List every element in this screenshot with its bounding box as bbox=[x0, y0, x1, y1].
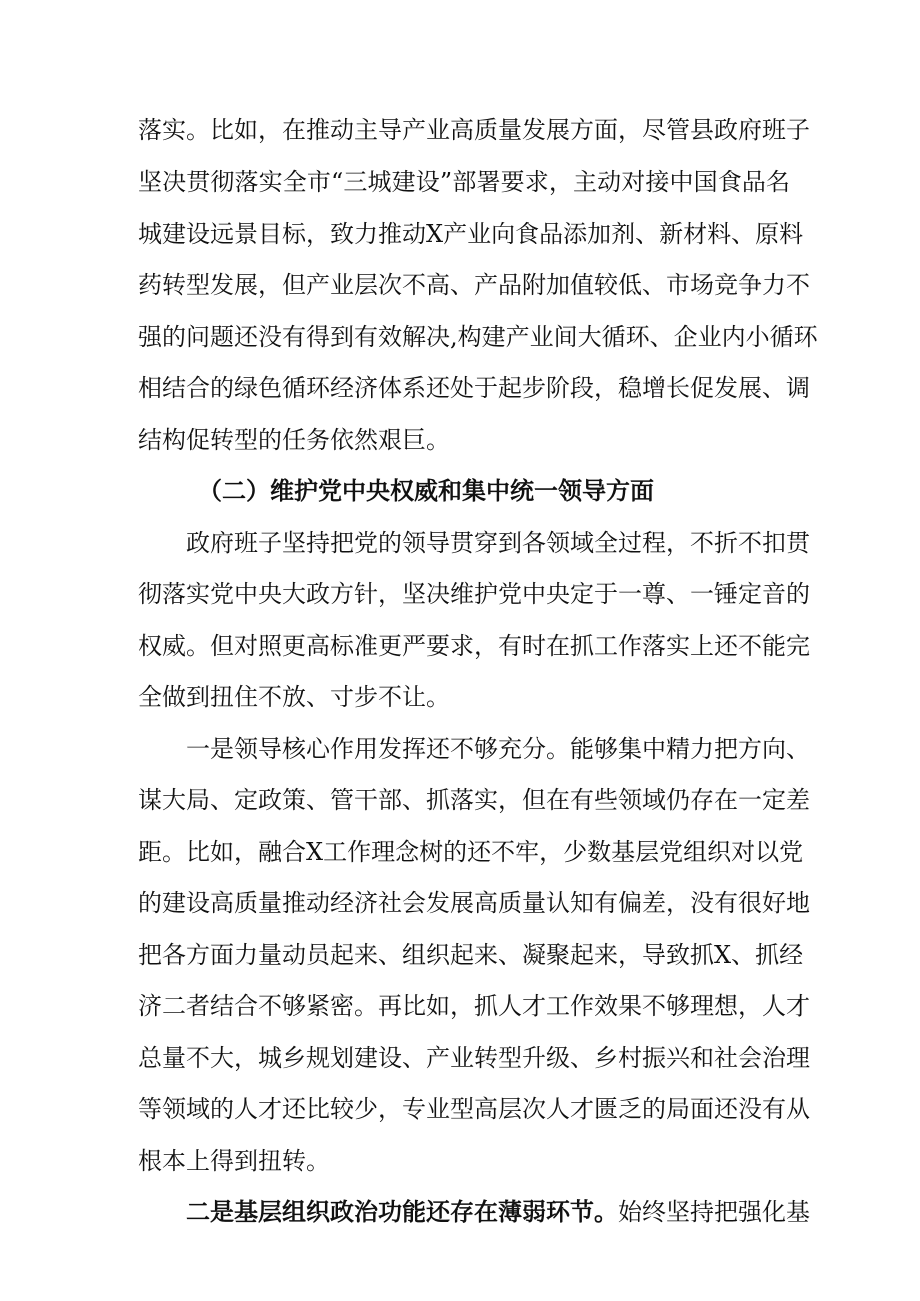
para3-line-7: 总量不大，城乡规划建设、产业转型升级、乡村振兴和社会治理 bbox=[138, 1044, 810, 1072]
para1-line-5: 强的问题还没有得到有效解决,构建产业间大循环、企业内小循环 bbox=[138, 323, 818, 351]
para4-bold-lead: 二是基层组织政治功能还存在薄弱环节。 bbox=[186, 1198, 618, 1226]
para1-line-6: 相结合的绿色循环经济体系还处于起步阶段，稳增长促发展、调 bbox=[138, 374, 810, 402]
para3-line-6: 济二者结合不够紧密。再比如，抓人才工作效果不够理想，人才 bbox=[138, 992, 810, 1020]
para3-line-4: 的建设高质量推动经济社会发展高质量认知有偏差，没有很好地 bbox=[138, 889, 810, 917]
para4-rest: 始终坚持把强化基 bbox=[618, 1198, 810, 1226]
para2-line-3: 权威。但对照更高标准更严要求，有时在抓工作落实上还不能完 bbox=[138, 632, 810, 660]
para3-line-1: 一是领导核心作用发挥还不够充分。能够集中精力把方向、 bbox=[186, 735, 810, 763]
section-heading: （二）维护党中央权威和集中统一领导方面 bbox=[198, 477, 654, 505]
para4-line-1 bbox=[186, 1197, 810, 1227]
para1-line-7: 结构促转型的任务依然艰巨。 bbox=[138, 426, 450, 454]
para2-line-4: 全做到扭住不放、寸步不让。 bbox=[138, 683, 450, 711]
para3-line-8: 等领域的人才还比较少，专业型高层次人才匮乏的局面还没有从 bbox=[138, 1095, 810, 1123]
para1-line-4: 药转型发展，但产业层次不高、产品附加值较低、市场竞争力不 bbox=[138, 271, 810, 299]
para2-line-1: 政府班子坚持把党的领导贯穿到各领域全过程，不折不扣贯 bbox=[186, 529, 810, 557]
para1-line-2: 坚决贯彻落实全市“三城建设”部署要求，主动对接中国食品名 bbox=[138, 168, 790, 196]
para3-line-2: 谋大局、定政策、管干部、抓落实，但在有些领域仍存在一定差 bbox=[138, 786, 810, 814]
para3-line-3: 距。比如，融合X工作理念树的还不牢，少数基层党组织对以党 bbox=[138, 838, 804, 866]
para3-line-9: 根本上得到扭转。 bbox=[138, 1147, 330, 1175]
para1-line-1: 落实。比如，在推动主导产业高质量发展方面，尽管县政府班子 bbox=[138, 116, 810, 144]
para1-line-3: 城建设远景目标，致力推动X产业向食品添加剂、新材料、原料 bbox=[138, 220, 804, 248]
para2-line-2: 彻落实党中央大政方针，坚决维护党中央定于一尊、一锤定音的 bbox=[138, 580, 810, 608]
para3-line-5: 把各方面力量动员起来、组织起来、凝聚起来，导致抓X、抓经 bbox=[138, 941, 804, 969]
